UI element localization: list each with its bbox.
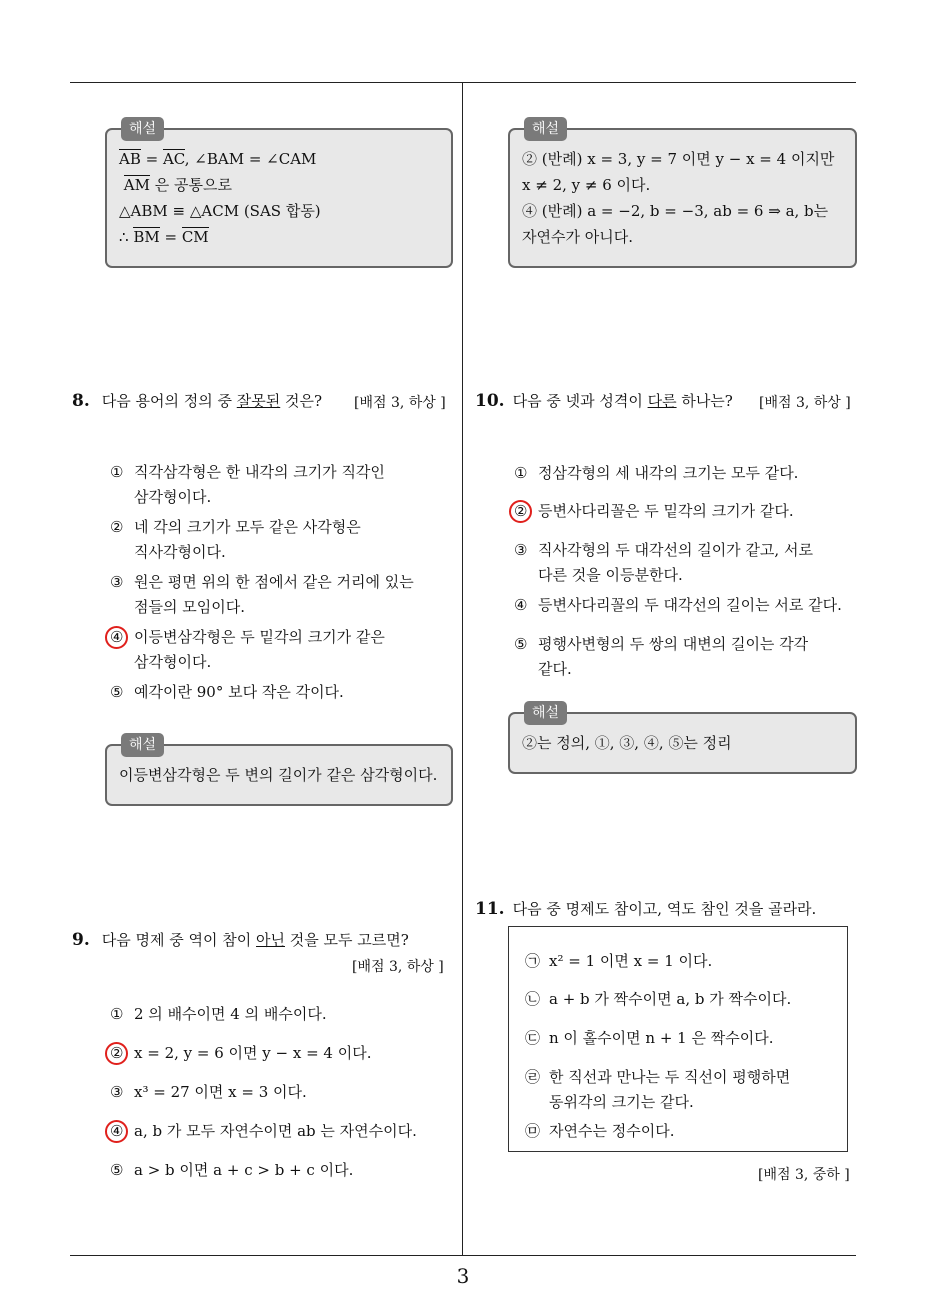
option-text: 다른 것을 이등분한다. bbox=[538, 566, 683, 584]
question-text: 하나는? bbox=[676, 392, 733, 410]
solution-line: ∴ BM = CM bbox=[119, 228, 209, 246]
q10-option-5[interactable] bbox=[514, 632, 808, 682]
solution-line: 자연수가 아니다. bbox=[522, 228, 633, 246]
q10-option-4[interactable] bbox=[514, 593, 842, 618]
option-mark: ④ bbox=[110, 1122, 124, 1140]
option-mark: ② bbox=[110, 1044, 124, 1062]
option-text: 2 의 배수이면 4 의 배수이다. bbox=[134, 1005, 327, 1023]
question-text: 것을 모두 고르면? bbox=[285, 931, 409, 949]
solution-line: ② (반례) x = 3, y = 7 이면 y − x = 4 이지만 bbox=[522, 150, 835, 168]
q8-option-3[interactable] bbox=[110, 570, 414, 620]
column-divider bbox=[462, 82, 463, 1255]
option-mark: ③ bbox=[110, 573, 124, 591]
question-underlined: 잘못된 bbox=[236, 392, 281, 410]
top-rule bbox=[70, 82, 856, 83]
solution-label: 해설 bbox=[524, 701, 567, 725]
q10-option-3[interactable] bbox=[514, 538, 813, 588]
option-text: 등변사다리꼴의 두 대각선의 길이는 서로 같다. bbox=[538, 596, 842, 614]
answer-circle-mark bbox=[105, 1120, 128, 1143]
option-mark: ① bbox=[110, 463, 124, 481]
solution-box-q10 bbox=[508, 705, 857, 774]
option-text: 등변사다리꼴은 두 밑각의 크기가 같다. bbox=[538, 502, 794, 520]
option-text: 동위각의 크기는 같다. bbox=[549, 1093, 694, 1111]
answer-circle-mark bbox=[105, 626, 128, 649]
option-text: x² = 1 이면 x = 1 이다. bbox=[549, 952, 713, 970]
page-number: 3 bbox=[456, 1264, 470, 1288]
q10-option-2[interactable] bbox=[514, 499, 794, 524]
option-mark: ⑤ bbox=[110, 1161, 124, 1179]
q11-statement-2[interactable] bbox=[525, 987, 791, 1012]
option-mark: ③ bbox=[110, 1083, 124, 1101]
option-text: 직각삼각형은 한 내각의 크기가 직각인 bbox=[134, 463, 385, 481]
q11-statement-5[interactable] bbox=[525, 1119, 674, 1144]
solution-label: 해설 bbox=[524, 117, 567, 141]
q11-statement-1[interactable] bbox=[525, 949, 712, 974]
q8-option-1[interactable] bbox=[110, 460, 385, 510]
question-text: 다음 용어의 정의 중 bbox=[101, 392, 237, 410]
question-11-points: [배점 3, 중하 ] bbox=[758, 1167, 850, 1183]
option-text: 같다. bbox=[538, 660, 572, 678]
q10-option-1[interactable] bbox=[514, 461, 798, 486]
option-text: x = 2, y = 6 이면 y − x = 4 이다. bbox=[134, 1044, 372, 1062]
answer-circle-mark bbox=[509, 500, 532, 523]
option-text: x³ = 27 이면 x = 3 이다. bbox=[134, 1083, 307, 1101]
q9-option-3[interactable] bbox=[110, 1080, 307, 1105]
option-mark: ⑤ bbox=[514, 635, 528, 653]
question-underlined: 다른 bbox=[647, 392, 677, 410]
solution-line: x ≠ 2, y ≠ 6 이다. bbox=[522, 176, 651, 194]
q8-option-4[interactable] bbox=[110, 625, 385, 675]
option-text: 네 각의 크기가 모두 같은 사각형은 bbox=[134, 518, 361, 536]
option-text: a > b 이면 a + c > b + c 이다. bbox=[134, 1161, 354, 1179]
option-text: n 이 홀수이면 n + 1 은 짝수이다. bbox=[549, 1029, 774, 1047]
q9-option-1[interactable] bbox=[110, 1002, 327, 1027]
q9-option-5[interactable] bbox=[110, 1158, 353, 1183]
solution-box-q8 bbox=[105, 737, 453, 806]
question-underlined: 아닌 bbox=[256, 931, 285, 949]
solution-label: 해설 bbox=[121, 733, 164, 757]
option-mark: ㉢ bbox=[525, 1029, 541, 1047]
question-9-stem bbox=[72, 929, 409, 950]
option-mark: ④ bbox=[110, 628, 124, 646]
question-8-stem bbox=[72, 390, 322, 411]
option-text: 삼각형이다. bbox=[134, 488, 212, 506]
solution-label: 해설 bbox=[121, 117, 164, 141]
option-mark: ② bbox=[514, 502, 528, 520]
solution-line: AB = AC, ∠BAM = ∠CAM bbox=[119, 150, 317, 168]
option-text: 정삼각형의 세 내각의 크기는 모두 같다. bbox=[538, 464, 799, 482]
solution-line: ④ (반례) a = −2, b = −3, ab = 6 ⇒ a, b는 bbox=[522, 202, 829, 220]
question-text: 다음 명제 중 역이 참이 bbox=[101, 931, 257, 949]
q11-statement-4[interactable] bbox=[525, 1065, 790, 1115]
option-mark: ② bbox=[110, 518, 124, 536]
option-text: 직사각형의 두 대각선의 길이가 같고, 서로 bbox=[538, 541, 813, 559]
q9-option-4[interactable] bbox=[110, 1119, 417, 1144]
option-mark: ㉤ bbox=[525, 1122, 541, 1140]
q8-option-2[interactable] bbox=[110, 515, 361, 565]
q11-statement-3[interactable] bbox=[525, 1026, 773, 1051]
q9-option-2[interactable] bbox=[110, 1041, 371, 1066]
option-mark: ④ bbox=[514, 596, 528, 614]
option-text: 한 직선과 만나는 두 직선이 평행하면 bbox=[549, 1068, 791, 1086]
option-text: 삼각형이다. bbox=[134, 653, 212, 671]
bottom-rule bbox=[70, 1255, 856, 1256]
option-mark: ㉡ bbox=[525, 990, 541, 1008]
question-11-stem bbox=[475, 898, 816, 919]
option-mark: ① bbox=[514, 464, 528, 482]
question-10-stem bbox=[475, 390, 733, 411]
option-text: 원은 평면 위의 한 점에서 같은 거리에 있는 bbox=[134, 573, 414, 591]
question-text: 것은? bbox=[280, 392, 323, 410]
q8-option-5[interactable] bbox=[110, 680, 344, 705]
option-mark: ㉣ bbox=[525, 1068, 541, 1086]
option-text: 예각이란 90° 보다 작은 각이다. bbox=[134, 683, 344, 701]
solution-line: AM 은 공통으로 bbox=[123, 176, 232, 194]
question-text: 다음 중 넷과 성격이 bbox=[512, 392, 648, 410]
option-text: 직사각형이다. bbox=[134, 543, 226, 561]
question-9-points: [배점 3, 하상 ] bbox=[352, 959, 444, 975]
option-mark: ⑤ bbox=[110, 683, 124, 701]
question-10-points: [배점 3, 하상 ] bbox=[759, 395, 851, 411]
question-number: 8. bbox=[72, 391, 90, 411]
option-text: 점들의 모임이다. bbox=[134, 598, 245, 616]
solution-line: 이등변삼각형은 두 변의 길이가 같은 삼각형이다. bbox=[119, 766, 438, 784]
question-number: 11. bbox=[475, 899, 505, 919]
option-text: 평행사변형의 두 쌍의 대변의 길이는 각각 bbox=[538, 635, 809, 653]
option-mark: ㉠ bbox=[525, 952, 541, 970]
option-mark: ③ bbox=[514, 541, 528, 559]
answer-circle-mark bbox=[105, 1042, 128, 1065]
solution-box-q7 bbox=[105, 121, 453, 268]
option-text: a, b 가 모두 자연수이면 ab 는 자연수이다. bbox=[134, 1122, 417, 1140]
solution-line: △ABM ≡ △ACM (SAS 합동) bbox=[119, 202, 321, 220]
solution-box-right-top bbox=[508, 121, 857, 268]
option-text: 자연수는 정수이다. bbox=[549, 1122, 675, 1140]
q11-statements-box bbox=[508, 926, 848, 1152]
option-text: 이등변삼각형은 두 밑각의 크기가 같은 bbox=[134, 628, 385, 646]
question-number: 9. bbox=[72, 930, 90, 950]
question-number: 10. bbox=[475, 391, 505, 411]
option-text: a + b 가 짝수이면 a, b 가 짝수이다. bbox=[549, 990, 792, 1008]
question-8-points: [배점 3, 하상 ] bbox=[354, 395, 446, 411]
question-text: 다음 중 명제도 참이고, 역도 참인 것을 골라라. bbox=[512, 900, 817, 918]
solution-line: ②는 정의, ①, ③, ④, ⑤는 정리 bbox=[522, 734, 732, 752]
option-mark: ① bbox=[110, 1005, 124, 1023]
